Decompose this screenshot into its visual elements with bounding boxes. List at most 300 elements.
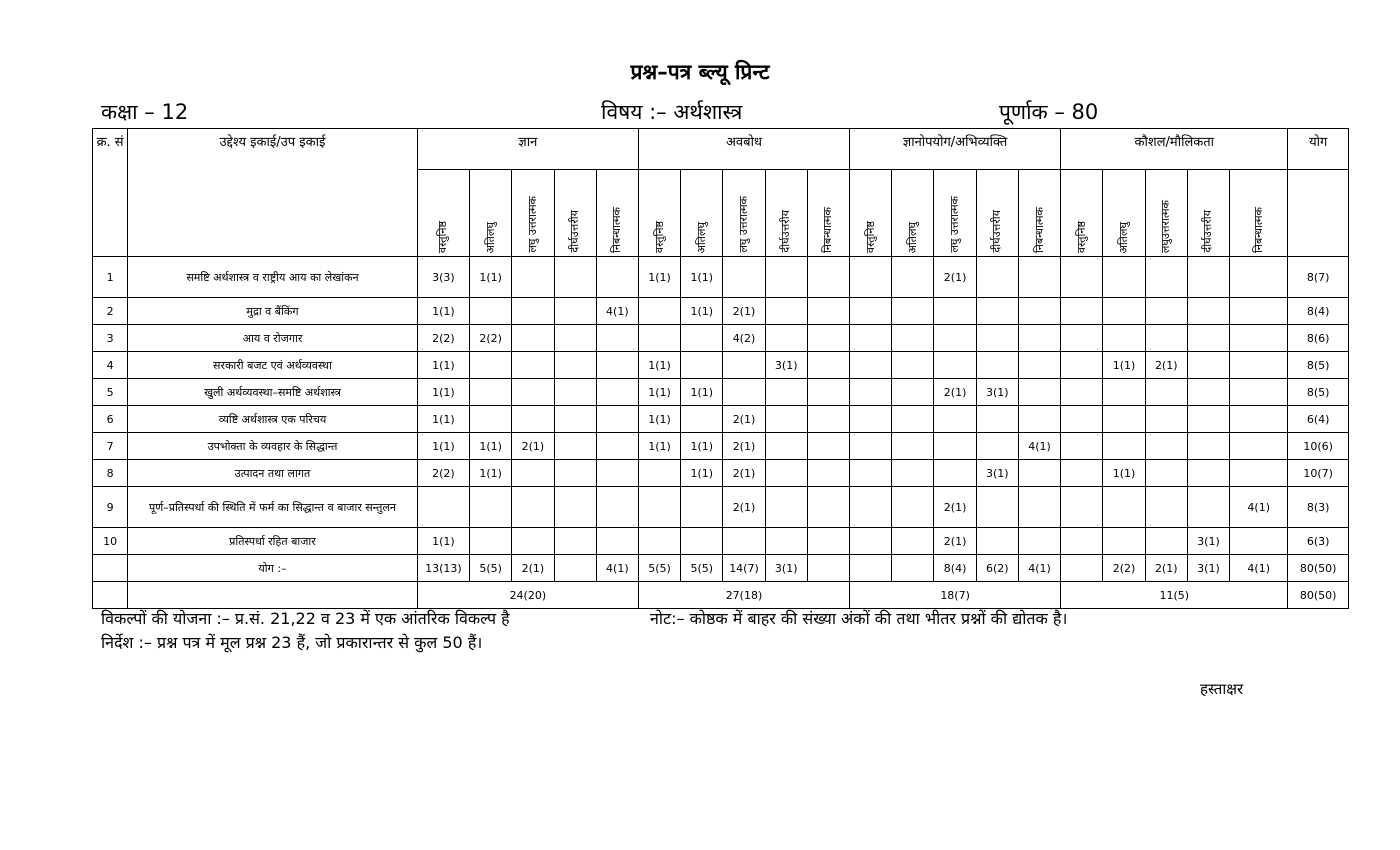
marks-cell: 1(1) — [638, 406, 680, 433]
row-total: 6(3) — [1288, 528, 1349, 555]
total-cell: 5(5) — [470, 555, 512, 582]
marks-cell — [554, 257, 596, 298]
marks-cell: 2(1) — [723, 460, 765, 487]
question-type-label: वस्तुनिष्ठ — [436, 220, 450, 253]
marks-cell — [1145, 528, 1187, 555]
marks-cell — [1061, 487, 1103, 528]
marks-cell — [1018, 325, 1060, 352]
marks-cell — [512, 460, 554, 487]
marks-cell: 3(1) — [765, 352, 807, 379]
marks-cell — [681, 406, 723, 433]
marks-cell — [1145, 487, 1187, 528]
marks-cell — [638, 298, 680, 325]
marks-cell — [1145, 433, 1187, 460]
table-row — [93, 406, 1349, 433]
table-row — [93, 487, 1349, 528]
marks-cell — [1230, 298, 1288, 325]
question-type-header — [1230, 170, 1288, 257]
marks-cell — [596, 352, 638, 379]
marks-cell — [596, 379, 638, 406]
marks-cell — [807, 406, 849, 433]
question-type-label: दीर्घउत्तरीय — [1201, 210, 1215, 253]
marks-cell — [554, 528, 596, 555]
total-cell: 4(1) — [1018, 555, 1060, 582]
marks-cell: 2(1) — [723, 298, 765, 325]
marks-cell — [554, 298, 596, 325]
total-cell: 3(1) — [1187, 555, 1229, 582]
marks-cell — [976, 528, 1018, 555]
group-header: कौशल/मौलिकता — [1061, 129, 1288, 170]
marks-cell — [807, 487, 849, 528]
sn-header: क्र. सं — [93, 129, 128, 257]
table-row — [93, 433, 1349, 460]
marks-cell: 2(1) — [934, 487, 976, 528]
marks-cell: 1(1) — [417, 528, 469, 555]
marks-cell: 2(1) — [934, 379, 976, 406]
marks-cell — [512, 487, 554, 528]
marks-cell — [470, 528, 512, 555]
marks-cell — [1230, 460, 1288, 487]
question-type-label: निबन्धात्मक — [610, 206, 624, 253]
marks-cell — [1145, 379, 1187, 406]
marks-cell — [976, 433, 1018, 460]
marks-cell — [1061, 298, 1103, 325]
totals-label: योग :– — [128, 555, 418, 582]
marks-cell: 1(1) — [1103, 460, 1145, 487]
marks-cell — [723, 352, 765, 379]
marks-cell — [554, 433, 596, 460]
marks-cell — [596, 487, 638, 528]
marks-cell — [807, 257, 849, 298]
marks-cell — [1103, 433, 1145, 460]
unit-name: खुली अर्थव्यवस्था–समष्टि अर्थशास्त्र — [128, 379, 418, 406]
marks-cell: 1(1) — [1103, 352, 1145, 379]
row-total: 8(5) — [1288, 379, 1349, 406]
marks-cell — [1187, 325, 1229, 352]
marks-cell — [850, 298, 892, 325]
marks-cell — [1187, 433, 1229, 460]
subject-label: विषय :– अर्थशास्त्र — [601, 100, 743, 124]
marks-cell — [638, 460, 680, 487]
marks-cell — [638, 325, 680, 352]
marks-cell — [1103, 298, 1145, 325]
row-total: 10(6) — [1288, 433, 1349, 460]
marks-cell — [892, 433, 934, 460]
marks-cell — [1230, 352, 1288, 379]
unit-name: पूर्ण–प्रतिस्पर्धा की स्थिति में फर्म का सिद्धान्त व बाजार सन्तुलन — [128, 487, 418, 528]
marks-cell — [850, 406, 892, 433]
marks-cell — [850, 460, 892, 487]
marks-cell — [934, 352, 976, 379]
marks-cell: 1(1) — [681, 433, 723, 460]
serial-number: 10 — [93, 528, 128, 555]
marks-cell — [1103, 257, 1145, 298]
marks-cell — [976, 298, 1018, 325]
question-type-label: लघुउत्तरात्मक — [1159, 199, 1173, 253]
marks-cell — [850, 352, 892, 379]
bracket-note: नोट:– कोष्ठक में बाहर की संख्या अंकों की तथा भीतर प्रश्नों की द्योतक है। — [650, 609, 1068, 628]
marks-cell — [1018, 257, 1060, 298]
marks-cell — [596, 325, 638, 352]
question-type-header — [1187, 170, 1229, 257]
marks-cell: 1(1) — [638, 352, 680, 379]
unit-name: आय व रोजगार — [128, 325, 418, 352]
group-totals-blank — [128, 582, 418, 609]
question-type-label: दीर्घउत्तरीय — [990, 210, 1004, 253]
totals-blank — [93, 555, 128, 582]
marks-cell — [1061, 325, 1103, 352]
total-cell: 4(1) — [1230, 555, 1288, 582]
marks-cell: 1(1) — [638, 379, 680, 406]
marks-cell — [638, 487, 680, 528]
marks-cell — [596, 433, 638, 460]
marks-cell: 1(1) — [470, 433, 512, 460]
question-type-header — [765, 170, 807, 257]
row-total: 8(5) — [1288, 352, 1349, 379]
serial-number: 2 — [93, 298, 128, 325]
blueprint-table — [92, 128, 1349, 609]
marks-cell — [765, 433, 807, 460]
marks-cell — [934, 433, 976, 460]
unit-name: प्रतिस्पर्धा रहित बाजार — [128, 528, 418, 555]
unit-name: समष्टि अर्थशास्त्र व राष्ट्रीय आय का लेखांकन — [128, 257, 418, 298]
total-cell: 5(5) — [638, 555, 680, 582]
question-type-header — [723, 170, 765, 257]
marks-cell: 1(1) — [470, 460, 512, 487]
marks-cell — [1145, 298, 1187, 325]
serial-number: 5 — [93, 379, 128, 406]
marks-cell: 2(2) — [417, 460, 469, 487]
marks-cell — [596, 257, 638, 298]
group-total-cell: 27(18) — [638, 582, 849, 609]
marks-cell — [976, 406, 1018, 433]
question-type-label: लघु उत्तरात्मक — [525, 196, 539, 253]
marks-cell — [976, 257, 1018, 298]
total-cell — [1061, 555, 1103, 582]
marks-cell — [554, 460, 596, 487]
group-totals-blank — [93, 582, 128, 609]
marks-cell — [1018, 298, 1060, 325]
total-cell: 8(4) — [934, 555, 976, 582]
marks-cell: 1(1) — [417, 433, 469, 460]
table-row — [93, 325, 1349, 352]
marks-cell — [892, 487, 934, 528]
marks-cell — [554, 379, 596, 406]
total-cell — [807, 555, 849, 582]
marks-cell: 2(1) — [723, 487, 765, 528]
marks-cell — [1061, 528, 1103, 555]
marks-cell: 2(1) — [934, 257, 976, 298]
marks-cell — [765, 379, 807, 406]
question-type-label: दीर्घउत्तरीय — [779, 210, 793, 253]
row-total: 6(4) — [1288, 406, 1349, 433]
table-row — [93, 379, 1349, 406]
marks-cell: 2(1) — [512, 433, 554, 460]
marks-cell — [1187, 406, 1229, 433]
totals-sum: 80(50) — [1288, 555, 1349, 582]
marks-cell — [765, 298, 807, 325]
total-cell: 14(7) — [723, 555, 765, 582]
marks-cell — [807, 352, 849, 379]
table-row — [93, 528, 1349, 555]
question-type-header — [596, 170, 638, 257]
marks-cell — [554, 352, 596, 379]
question-type-label: वस्तुनिष्ठ — [863, 220, 877, 253]
marks-cell — [1061, 379, 1103, 406]
marks-cell — [850, 528, 892, 555]
marks-cell — [681, 528, 723, 555]
marks-cell — [976, 325, 1018, 352]
marks-cell — [681, 325, 723, 352]
row-total: 8(3) — [1288, 487, 1349, 528]
marks-cell — [1103, 487, 1145, 528]
question-type-label: लघु उत्तरात्मक — [736, 196, 750, 253]
marks-cell — [892, 298, 934, 325]
class-label: कक्षा – 12 — [101, 100, 189, 124]
serial-number: 9 — [93, 487, 128, 528]
question-type-label: निबन्धात्मक — [1251, 206, 1265, 253]
marks-cell — [417, 487, 469, 528]
marks-cell — [512, 325, 554, 352]
options-note: विकल्पों की योजना :– प्र.सं. 21,22 व 23 में एक आंतरिक विकल्प है — [101, 609, 510, 628]
group-header: ज्ञानोपयोग/अभिव्यक्ति — [850, 129, 1061, 170]
question-type-header — [638, 170, 680, 257]
question-type-label: दीर्घउत्तरीय — [568, 210, 582, 253]
marks-cell — [892, 406, 934, 433]
marks-cell: 1(1) — [470, 257, 512, 298]
marks-cell — [512, 298, 554, 325]
marks-cell — [765, 528, 807, 555]
group-totals-row — [93, 582, 1349, 609]
marks-cell — [892, 528, 934, 555]
grand-total: 80(50) — [1288, 582, 1349, 609]
marks-cell — [1187, 379, 1229, 406]
marks-cell — [1018, 406, 1060, 433]
marks-cell: 1(1) — [417, 298, 469, 325]
marks-cell — [1061, 433, 1103, 460]
marks-cell — [470, 352, 512, 379]
marks-cell — [638, 528, 680, 555]
marks-cell: 4(1) — [1230, 487, 1288, 528]
marks-cell — [1061, 460, 1103, 487]
marks-cell — [765, 257, 807, 298]
marks-cell — [765, 325, 807, 352]
marks-cell: 2(1) — [723, 433, 765, 460]
marks-cell — [512, 257, 554, 298]
question-type-header — [976, 170, 1018, 257]
marks-cell — [1230, 528, 1288, 555]
marks-cell — [807, 298, 849, 325]
serial-number: 4 — [93, 352, 128, 379]
question-type-header — [1061, 170, 1103, 257]
question-type-label: अतिलघु — [905, 221, 919, 253]
marks-cell — [807, 325, 849, 352]
marks-cell — [470, 379, 512, 406]
marks-cell — [1061, 257, 1103, 298]
marks-cell — [1145, 406, 1187, 433]
question-type-header — [470, 170, 512, 257]
marks-cell — [596, 406, 638, 433]
question-type-label: लघु उत्तरात्मक — [948, 196, 962, 253]
row-total: 8(4) — [1288, 298, 1349, 325]
marks-cell: 1(1) — [638, 257, 680, 298]
marks-cell — [1103, 379, 1145, 406]
marks-cell — [765, 460, 807, 487]
marks-cell: 3(1) — [976, 460, 1018, 487]
marks-cell — [1187, 460, 1229, 487]
marks-cell — [554, 487, 596, 528]
marks-cell — [1103, 528, 1145, 555]
marks-cell — [892, 257, 934, 298]
unit-name: उपभोक्ता के व्यवहार के सिद्धान्त — [128, 433, 418, 460]
serial-number: 1 — [93, 257, 128, 298]
marks-cell — [892, 352, 934, 379]
marks-cell — [1230, 325, 1288, 352]
marks-cell — [850, 257, 892, 298]
marks-cell — [976, 487, 1018, 528]
marks-cell — [470, 406, 512, 433]
marks-cell — [512, 406, 554, 433]
marks-cell — [807, 433, 849, 460]
total-cell: 3(1) — [765, 555, 807, 582]
marks-cell: 1(1) — [417, 379, 469, 406]
marks-cell — [850, 325, 892, 352]
marks-cell — [934, 325, 976, 352]
marks-cell — [1145, 257, 1187, 298]
marks-cell: 1(1) — [638, 433, 680, 460]
question-type-label: वस्तुनिष्ठ — [652, 220, 666, 253]
unit-name: मुद्रा व बैंकिंग — [128, 298, 418, 325]
marks-cell — [681, 352, 723, 379]
marks-cell — [1061, 352, 1103, 379]
marks-cell: 3(1) — [976, 379, 1018, 406]
marks-cell — [850, 433, 892, 460]
unit-header: उद्देश्य इकाई/उप इकाई — [128, 129, 418, 257]
marks-cell — [1230, 406, 1288, 433]
question-type-label: अतिलघु — [694, 221, 708, 253]
marks-cell — [1187, 298, 1229, 325]
page-title: प्रश्न–पत्र ब्ल्यू प्रिन्ट — [630, 60, 770, 84]
row-total: 10(7) — [1288, 460, 1349, 487]
total-cell — [554, 555, 596, 582]
marks-cell — [1018, 352, 1060, 379]
marks-cell — [681, 487, 723, 528]
marks-cell — [807, 528, 849, 555]
question-type-header — [1018, 170, 1060, 257]
question-type-header — [681, 170, 723, 257]
total-cell: 2(1) — [512, 555, 554, 582]
direction-note: निर्देश :– प्रश्न पत्र में मूल प्रश्न 23 हैं, जो प्रकारान्तर से कुल 50 हैं। — [101, 633, 483, 652]
question-type-header — [1103, 170, 1145, 257]
group-header: ज्ञान — [417, 129, 638, 170]
row-total: 8(6) — [1288, 325, 1349, 352]
marks-cell — [1230, 257, 1288, 298]
serial-number: 3 — [93, 325, 128, 352]
marks-cell: 1(1) — [417, 352, 469, 379]
marks-cell — [892, 379, 934, 406]
marks-cell: 1(1) — [681, 298, 723, 325]
group-total-cell: 24(20) — [417, 582, 638, 609]
marks-cell — [934, 406, 976, 433]
serial-number: 6 — [93, 406, 128, 433]
marks-cell — [1187, 487, 1229, 528]
marks-cell: 3(1) — [1187, 528, 1229, 555]
marks-cell — [934, 460, 976, 487]
marks-cell — [1145, 325, 1187, 352]
marks-cell — [470, 487, 512, 528]
marks-cell — [765, 406, 807, 433]
marks-cell — [850, 379, 892, 406]
marks-cell — [765, 487, 807, 528]
total-cell: 4(1) — [596, 555, 638, 582]
signature-label: हस्ताक्षर — [1200, 680, 1244, 698]
serial-number: 7 — [93, 433, 128, 460]
group-total-cell: 18(7) — [850, 582, 1061, 609]
marks-cell: 1(1) — [681, 379, 723, 406]
question-type-header — [554, 170, 596, 257]
question-type-label: निबन्धात्मक — [1032, 206, 1046, 253]
group-total-cell: 11(5) — [1061, 582, 1288, 609]
question-type-header — [892, 170, 934, 257]
totals-row — [93, 555, 1349, 582]
total-header-blank — [1288, 170, 1349, 257]
marks-cell — [596, 460, 638, 487]
total-cell: 2(1) — [1145, 555, 1187, 582]
unit-name: सरकारी बजट एवं अर्थव्यवस्था — [128, 352, 418, 379]
question-type-label: अतिलघु — [483, 221, 497, 253]
total-cell: 6(2) — [976, 555, 1018, 582]
marks-cell — [976, 352, 1018, 379]
marks-cell — [723, 528, 765, 555]
marks-cell — [1230, 433, 1288, 460]
marks-cell — [470, 298, 512, 325]
marks-cell — [934, 298, 976, 325]
marks-cell — [892, 460, 934, 487]
marks-cell: 3(3) — [417, 257, 469, 298]
unit-name: उत्पादन तथा लागत — [128, 460, 418, 487]
full-marks-label: पूर्णाक – 80 — [999, 100, 1099, 124]
marks-cell — [892, 325, 934, 352]
marks-cell — [850, 487, 892, 528]
question-type-label: वस्तुनिष्ठ — [1074, 220, 1088, 253]
table-row — [93, 257, 1349, 298]
question-type-header — [417, 170, 469, 257]
marks-cell — [1187, 352, 1229, 379]
marks-cell — [1018, 487, 1060, 528]
marks-cell: 4(1) — [596, 298, 638, 325]
marks-cell — [1187, 257, 1229, 298]
marks-cell: 2(2) — [417, 325, 469, 352]
marks-cell — [512, 352, 554, 379]
question-type-header — [807, 170, 849, 257]
total-cell: 13(13) — [417, 555, 469, 582]
marks-cell: 1(1) — [681, 460, 723, 487]
marks-cell — [723, 257, 765, 298]
marks-cell — [1103, 325, 1145, 352]
table-row — [93, 298, 1349, 325]
total-cell: 5(5) — [681, 555, 723, 582]
marks-cell — [1018, 460, 1060, 487]
serial-number: 8 — [93, 460, 128, 487]
marks-cell — [1230, 379, 1288, 406]
total-cell — [850, 555, 892, 582]
total-cell — [892, 555, 934, 582]
total-header: योग — [1288, 129, 1349, 170]
marks-cell — [1061, 406, 1103, 433]
marks-cell — [512, 379, 554, 406]
table-row — [93, 352, 1349, 379]
marks-cell — [807, 379, 849, 406]
